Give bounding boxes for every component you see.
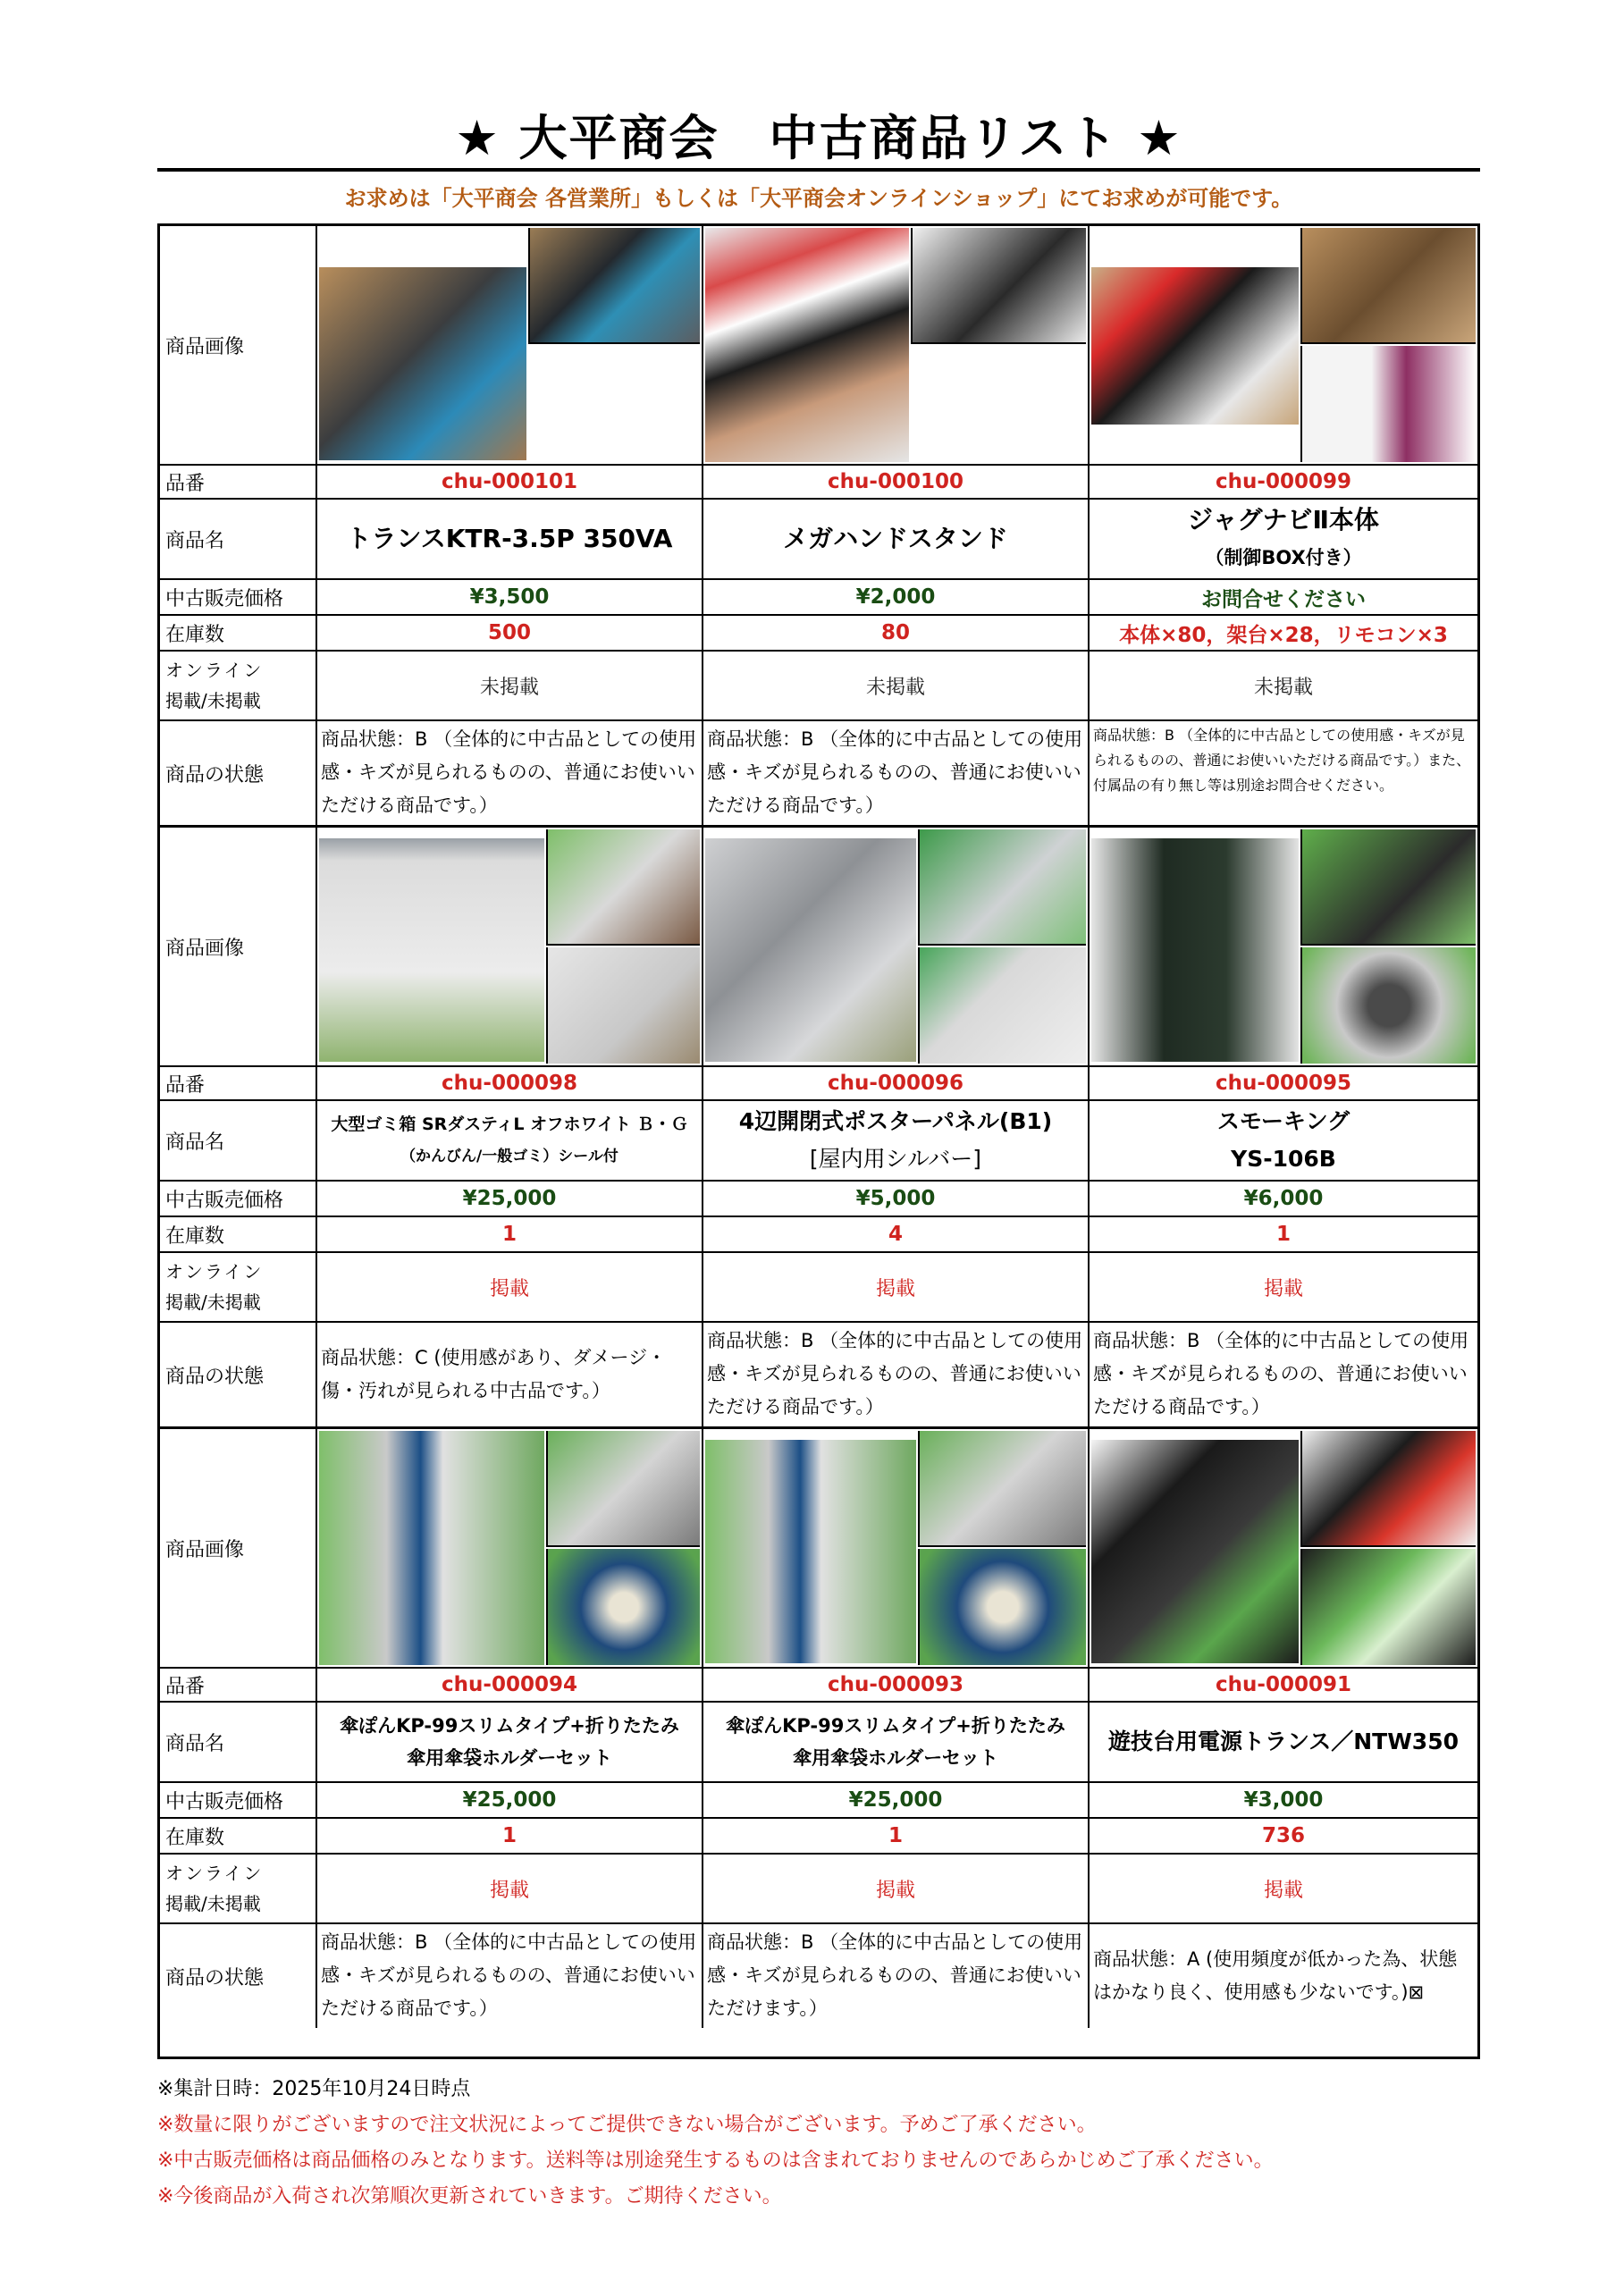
jugnavi-unit-photo <box>1091 267 1299 425</box>
product-condition: 商品状態：B （全体的に中古品としての使用感・キズが見られるものの、普通にお使いいただける商品です。） <box>703 721 1090 825</box>
umbrella-stand-photo <box>319 1431 544 1665</box>
note-quantity: ※数量に限りがございますので注文状況によってご提供できない場合がございます。予めご了承ください。 <box>157 2114 1097 2136</box>
product-code: chu-000101 <box>317 466 703 500</box>
umbrella-stand-top-photo <box>546 1549 700 1665</box>
product-name <box>317 1703 703 1783</box>
title-underline <box>157 168 1480 172</box>
online-label-line2: 掲載/未掲載 <box>165 1893 261 1914</box>
online-status: 掲載 <box>703 1253 1090 1323</box>
product-stock: 736 <box>1090 1819 1477 1855</box>
row-label-online <box>160 1855 317 1924</box>
product-condition: 商品状態：C (使用感があり、ダメージ・傷・汚れが見られる中古品です。） <box>317 1323 703 1426</box>
umbrella-stand-photo <box>705 1440 916 1663</box>
product-name <box>703 500 1090 580</box>
row-label-online <box>160 1253 317 1323</box>
product-name-line2: YS-106B <box>1231 1146 1336 1172</box>
product-block-1 <box>160 226 1477 828</box>
product-stock: 80 <box>703 616 1090 652</box>
product-code: chu-000091 <box>1090 1669 1477 1703</box>
page-title: ★ 大平商会 中古商品リスト ★ <box>455 110 1182 166</box>
row-label-condition: 商品の状態 <box>160 721 317 825</box>
row-label-image: 商品画像 <box>160 226 317 466</box>
power-transformer-wiring-photo <box>1300 1431 1476 1547</box>
online-label-line2: 掲載/未掲載 <box>165 690 261 711</box>
product-name-line2: 傘用傘袋ホルダーセット <box>407 1747 612 1769</box>
online-status: 掲載 <box>317 1253 703 1323</box>
row-label-code: 品番 <box>160 1669 317 1703</box>
row-label-price: 中古販売価格 <box>160 580 317 616</box>
product-name-line1: 傘ぽんKP-99スリムタイプ+折りたたみ <box>340 1715 679 1737</box>
transformer-detail-photo <box>528 228 700 344</box>
row-label-condition: 商品の状態 <box>160 1924 317 2028</box>
row-label-code: 品番 <box>160 466 317 500</box>
trash-bin-top-photo <box>546 829 700 946</box>
row-label-condition: 商品の状態 <box>160 1323 317 1426</box>
product-price: ¥25,000 <box>703 1783 1090 1819</box>
product-image-chu-000098 <box>317 828 703 1067</box>
product-code: chu-000100 <box>703 466 1090 500</box>
product-name-line2: [屋内用シルバー] <box>809 1146 982 1172</box>
row-label-stock: 在庫数 <box>160 616 317 652</box>
smoking-stand-side-photo <box>1300 829 1476 946</box>
remote-photo <box>1300 346 1476 462</box>
product-stock: 1 <box>317 1217 703 1253</box>
product-name-line1: 傘ぽんKP-99スリムタイプ+折りたたみ <box>726 1715 1065 1737</box>
product-name-line2: 傘用傘袋ホルダーセット <box>793 1747 998 1769</box>
product-name <box>703 1703 1090 1783</box>
hand-stand-photo <box>705 228 909 462</box>
online-label-line1: オンライン <box>165 660 264 681</box>
product-condition: 商品状態：B （全体的に中古品としての使用感・キズが見られるものの、普通にお使いいただける商品です。） <box>1093 1330 1469 1417</box>
product-name-line1: 大型ゴミ箱 SRダスティL オフホワイト Ｂ・Ｇ <box>331 1115 688 1134</box>
online-status: 掲載 <box>703 1855 1090 1924</box>
transformer-photo <box>319 267 526 460</box>
product-name-main: ジャグナビⅡ本体 <box>1188 505 1379 534</box>
product-stock: 1 <box>1090 1217 1477 1253</box>
product-sheet <box>157 223 1480 2059</box>
product-code: chu-000094 <box>317 1669 703 1703</box>
row-label-price: 中古販売価格 <box>160 1182 317 1217</box>
row-label-stock: 在庫数 <box>160 1217 317 1253</box>
page-subtitle: お求めは「大平商会 各営業所」もしくは「大平商会オンラインショップ」にてお求めが可能です。 <box>344 186 1293 211</box>
product-stock: 本体×80，架台×28，リモコン×3 <box>1090 616 1477 652</box>
product-condition: 商品状態：B （全体的に中古品としての使用感・キズが見られるものの、普通にお使いいただける商品です。）また、付属品の有り無し等は別途お問合せください。 <box>1093 727 1471 794</box>
online-label-line1: オンライン <box>165 1261 264 1283</box>
product-price: ¥6,000 <box>1090 1182 1477 1217</box>
product-code: chu-000096 <box>703 1067 1090 1101</box>
product-name <box>1090 500 1477 580</box>
row-label-code: 品番 <box>160 1067 317 1101</box>
product-code: chu-000093 <box>703 1669 1090 1703</box>
online-status: 未掲載 <box>1090 652 1477 721</box>
trash-bin-photo <box>319 838 544 1062</box>
product-image-chu-000093 <box>703 1429 1090 1669</box>
product-image-chu-000099 <box>1090 226 1477 466</box>
row-label-stock: 在庫数 <box>160 1819 317 1855</box>
product-price: ¥25,000 <box>317 1783 703 1819</box>
product-name <box>703 1101 1090 1182</box>
product-image-chu-000101 <box>317 226 703 466</box>
product-image-chu-000100 <box>703 226 1090 466</box>
product-name <box>1090 1703 1477 1783</box>
product-name <box>1090 1101 1477 1182</box>
online-status: 掲載 <box>1090 1253 1477 1323</box>
product-price: お問合せください <box>1090 580 1477 616</box>
note-update: ※今後商品が入荷され次第順次更新されていきます。ご期待ください。 <box>157 2185 782 2208</box>
row-label-name: 商品名 <box>160 1703 317 1783</box>
product-code: chu-000098 <box>317 1067 703 1101</box>
row-label-price: 中古販売価格 <box>160 1783 317 1819</box>
product-condition: 商品状態：A (使用頻度が低かった為、状態はかなり良く、使用感も少ないです。)⊠ <box>1093 1948 1458 2003</box>
product-name-line2: （かんびん/一般ゴミ）シール付 <box>400 1148 618 1165</box>
control-box-photo <box>1300 228 1476 344</box>
online-status: 未掲載 <box>703 652 1090 721</box>
hand-stand-detail-photo <box>911 228 1086 344</box>
trash-bin-lock-photo <box>546 947 700 1064</box>
online-status: 掲載 <box>1090 1855 1477 1924</box>
product-image-chu-000094 <box>317 1429 703 1669</box>
row-label-image: 商品画像 <box>160 828 317 1067</box>
online-status: 掲載 <box>317 1855 703 1924</box>
product-price: ¥3,500 <box>317 580 703 616</box>
product-name-line1: 4辺開閉式ポスターパネル(B1) <box>738 1108 1053 1134</box>
product-stock: 4 <box>703 1217 1090 1253</box>
product-name <box>317 500 703 580</box>
footer-notes <box>157 2072 1480 2215</box>
product-code: chu-000099 <box>1090 466 1477 500</box>
product-price: ¥2,000 <box>703 580 1090 616</box>
product-image-chu-000095 <box>1090 828 1477 1067</box>
product-condition: 商品状態：B （全体的に中古品としての使用感・キズが見られるものの、普通にお使いいただける商品です。） <box>317 1924 703 2028</box>
product-name-sub: （制御BOX付き） <box>1205 547 1362 568</box>
product-image-chu-000091 <box>1090 1429 1477 1669</box>
online-status: 未掲載 <box>317 652 703 721</box>
product-stock: 1 <box>703 1819 1090 1855</box>
power-transformer-photo <box>1091 1440 1299 1663</box>
row-label-online <box>160 652 317 721</box>
note-date: ※集計日時：2025年10月24日時点 <box>157 2078 471 2100</box>
umbrella-holder-photo <box>546 1431 700 1547</box>
umbrella-stand-top-photo <box>918 1549 1086 1665</box>
poster-panel-photo <box>705 838 916 1062</box>
poster-panel-hook-photo <box>918 947 1086 1064</box>
product-condition: 商品状態：B （全体的に中古品としての使用感・キズが見られるものの、普通にお使いいただけます。） <box>703 1924 1090 2028</box>
row-label-name: 商品名 <box>160 1101 317 1182</box>
product-block-3 <box>160 1429 1477 2028</box>
note-price: ※中古販売価格は商品価格のみとなります。送料等は別途発生するものは含まれておりませんのであらかじめご了承ください。 <box>157 2149 1274 2172</box>
product-price: ¥3,000 <box>1090 1783 1477 1819</box>
product-name-line1: スモーキング <box>1216 1108 1351 1134</box>
product-image-chu-000096 <box>703 828 1090 1067</box>
row-label-image: 商品画像 <box>160 1429 317 1669</box>
product-block-2 <box>160 828 1477 1429</box>
row-label-name: 商品名 <box>160 500 317 580</box>
product-name-main: メガハンドスタンド <box>783 524 1008 553</box>
online-label-line2: 掲載/未掲載 <box>165 1291 261 1313</box>
umbrella-holder-photo <box>918 1431 1086 1547</box>
smoking-stand-top-photo <box>1300 947 1476 1064</box>
product-stock: 500 <box>317 616 703 652</box>
product-name-line1: 遊技台用電源トランス／NTW350 <box>1108 1729 1459 1754</box>
power-transformer-label-photo <box>1300 1549 1476 1665</box>
online-label-line1: オンライン <box>165 1863 264 1884</box>
product-name-main: トランスKTR-3.5P 350VA <box>346 524 673 553</box>
product-condition: 商品状態：B （全体的に中古品としての使用感・キズが見られるものの、普通にお使いいただける商品です。） <box>703 1323 1090 1426</box>
product-stock: 1 <box>317 1819 703 1855</box>
product-price: ¥5,000 <box>703 1182 1090 1217</box>
product-code: chu-000095 <box>1090 1067 1477 1101</box>
smoking-stand-photo <box>1091 838 1299 1062</box>
product-price: ¥25,000 <box>317 1182 703 1217</box>
product-condition: 商品状態：B （全体的に中古品としての使用感・キズが見られるものの、普通にお使いいただける商品です。） <box>317 721 703 825</box>
product-name <box>317 1101 703 1182</box>
poster-panel-frame-photo <box>918 829 1086 946</box>
